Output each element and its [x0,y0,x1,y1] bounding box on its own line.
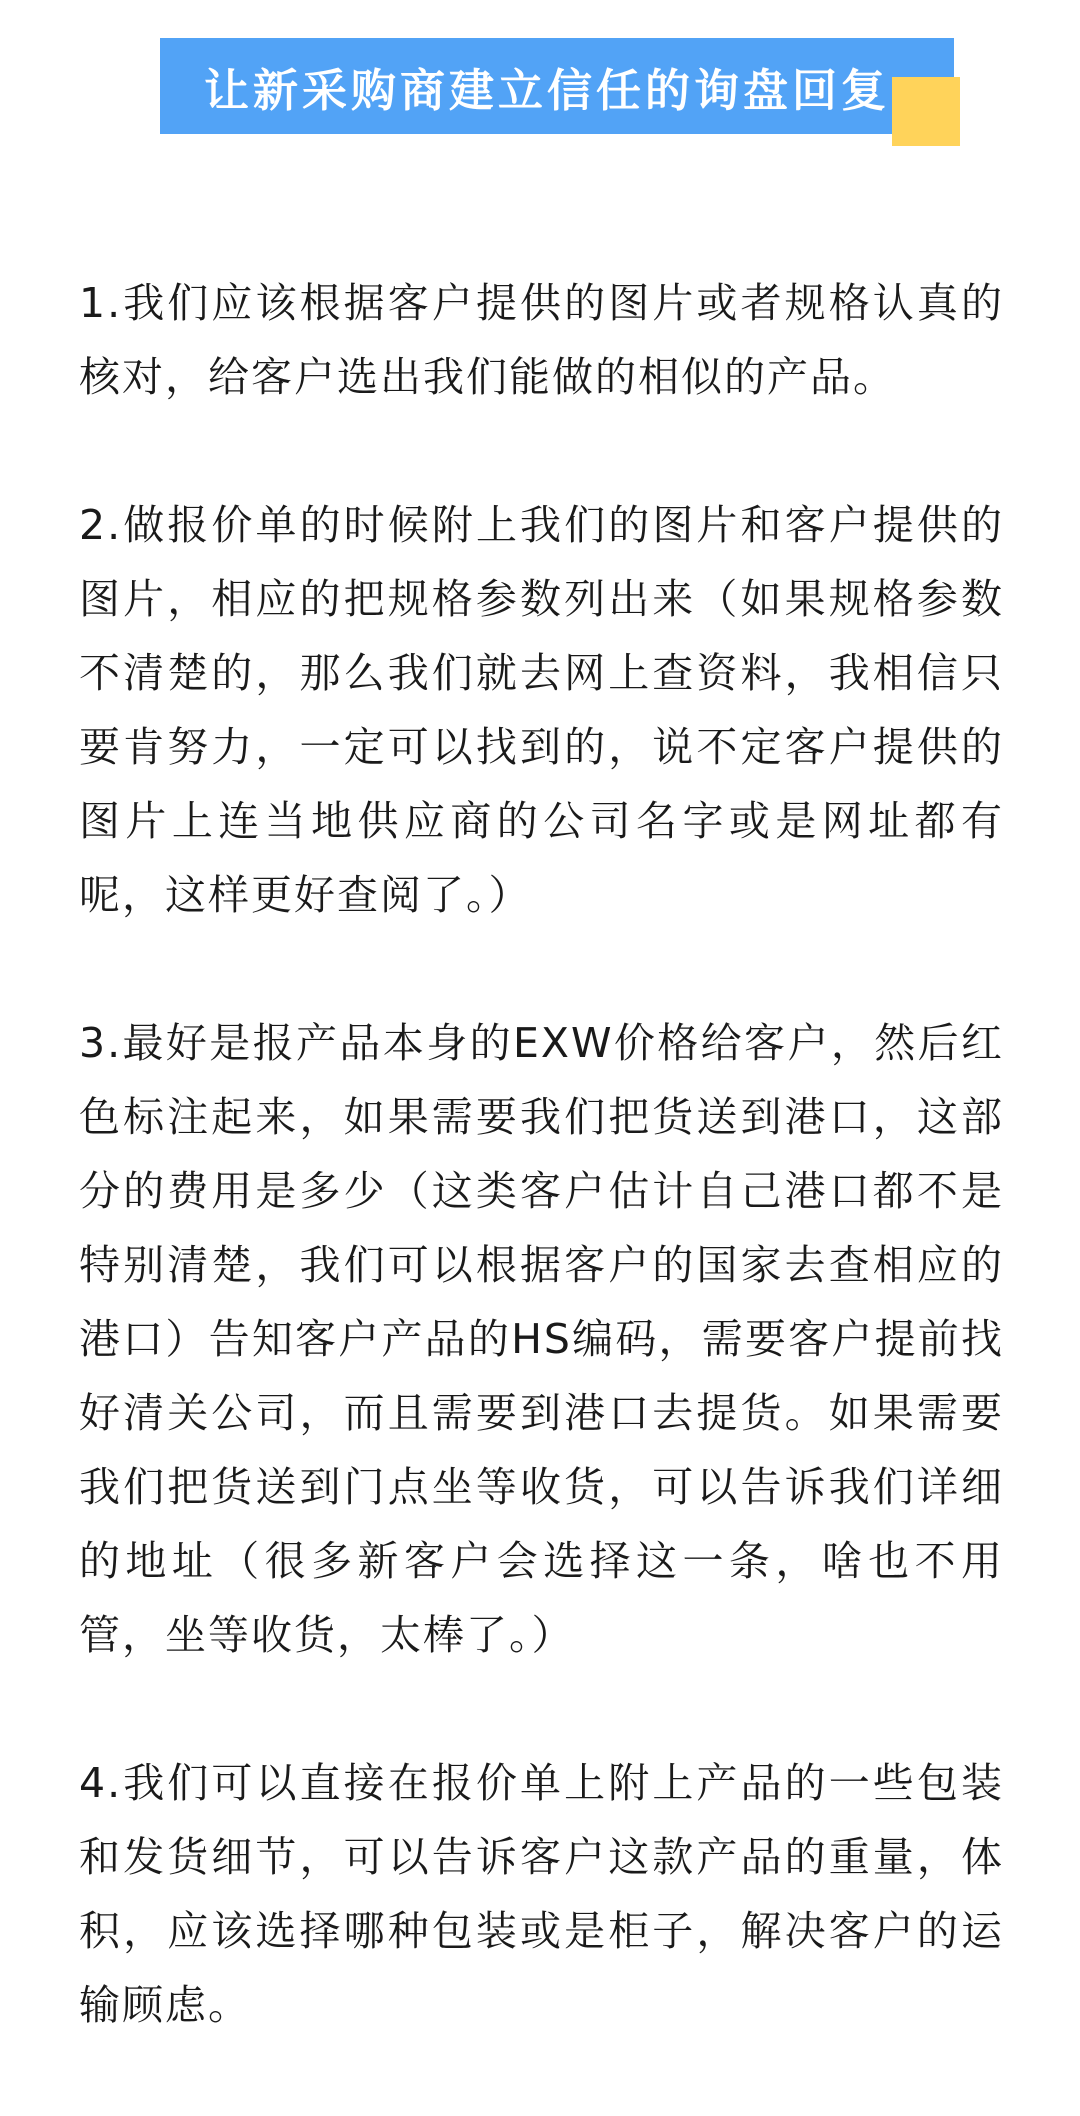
title-box [160,38,954,134]
page-title: 让新采购商建立信任的询盘回复 [203,63,890,117]
paragraph-4: 4.我们可以直接在报价单上附上产品的一些包装和发货细节，可以告诉客户这款产品的重量，体积，应该选择哪种包装或是柜子，解决客户的运输顾虑。 [79,1759,1004,2029]
title-banner [160,38,960,146]
article-body [79,266,1004,2116]
yellow-accent-square [892,77,960,146]
paragraph-1: 1.我们应该根据客户提供的图片或者规格认真的核对，给客户选出我们能做的相似的产品。 [79,279,1004,401]
paragraph-3: 3.最好是报产品本身的EXW价格给客户，然后红色标注起来，如果需要我们把货送到港口，这部分的费用是多少（这类客户估计自己港口都不是特别清楚，我们可以根据客户的国家去查相应的港口）告知客户产品的HS编码，需要客户提前找好清关公司，而且需要到港口去提货。如果需要我们把货送到门点坐等收货，可以告诉我们详细的地址（很多新客户会选择这一条，啥也不用管，坐等收货，太棒了。） [79,1019,1004,1659]
paragraph-2: 2.做报价单的时候附上我们的图片和客户提供的图片，相应的把规格参数列出来（如果规格参数不清楚的，那么我们就去网上查资料，我相信只要肯努力，一定可以找到的，说不定客户提供的图片上连当地供应商的公司名字或是网址都有呢，这样更好查阅了。） [79,501,1004,919]
